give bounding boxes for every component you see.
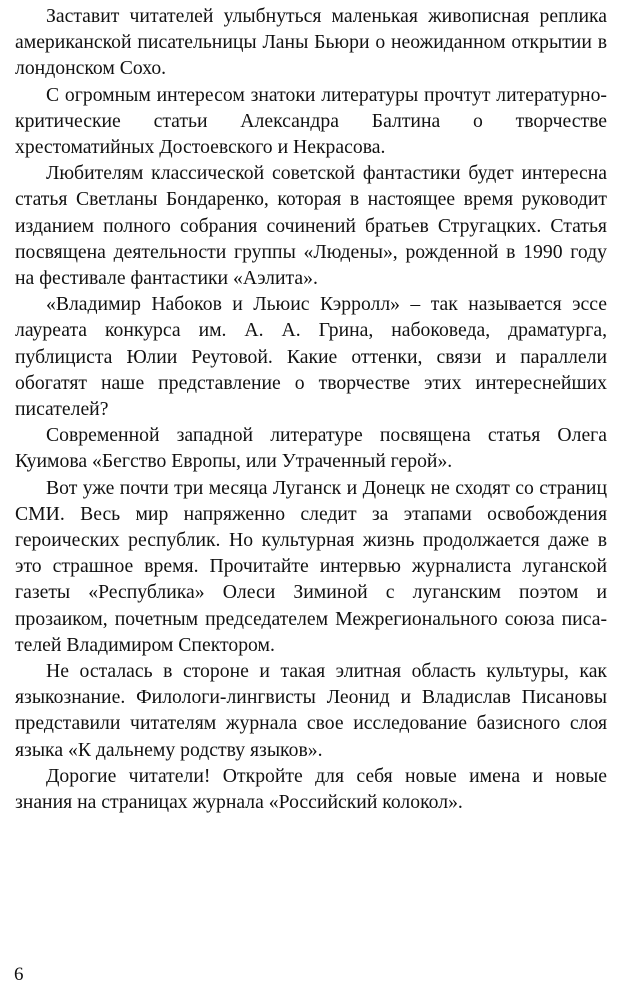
paragraph-8: Дорогие читатели! Откройте для себя новые имена и новые знания на страницах журнала «Российский колокол». — [15, 764, 607, 814]
paragraph-4: «Владимир Набоков и Льюис Кэрролл» – так называется эссе лауреата конкурса им. А. А. Грина, набоковеда, драматурга, публициста Юлии Реутовой. Какие оттенки, связи и параллели обогатят наше представление о творчестве этих интереснейших писателей? — [15, 293, 607, 421]
paragraph-5: Современной западной литературе посвящена статья Олега Куимова «Бегство Европы, или Утраченный герой». — [15, 424, 607, 473]
paragraph-2: С огромным интересом знатоки литературы прочтут литературно-критические статьи Александра Балтина о творчестве хрестоматийных Достоевского и Некрасова. — [15, 83, 607, 159]
page-number: 6 — [14, 964, 24, 985]
paragraph-7: Не осталась в стороне и такая элитная область культуры, как языкознание. Филологи-лингвисты Леонид и Владислав Писановы представили читателям журнала свое исследование базисного слоя языка «К дальнему родству языков». — [15, 660, 607, 761]
paragraph-1: Заставит читателей улыбнуться маленькая живописная реплика американской писательницы Ланы Бьюри о неожиданном открытии в лондонском Сохо. — [15, 5, 607, 80]
page-body — [15, 3, 607, 815]
paragraph-3: Любителям классической советской фантастики будет интересна статья Светланы Бондаренко, которая в настоящее время руководит изданием полного собрания сочинений братьев Стругацких. Статья посвящена деятельности группы «Людены», рожденной в 1990 году на фестивале фантастики «Аэлита». — [15, 162, 607, 290]
paragraph-6: Вот уже почти три месяца Луганск и Донецк не сходят со страниц СМИ. Весь мир напряженно следит за этапами освобождения героических республик. Но культурная жизнь продолжается даже в это страшное время. Прочитайте интервью журналиста луганской газеты «Республика» Олеси Зиминой с луганским поэтом и прозаиком, почетным председателем Межрегионального союза писателей Владимиром Спектором. — [15, 476, 607, 656]
